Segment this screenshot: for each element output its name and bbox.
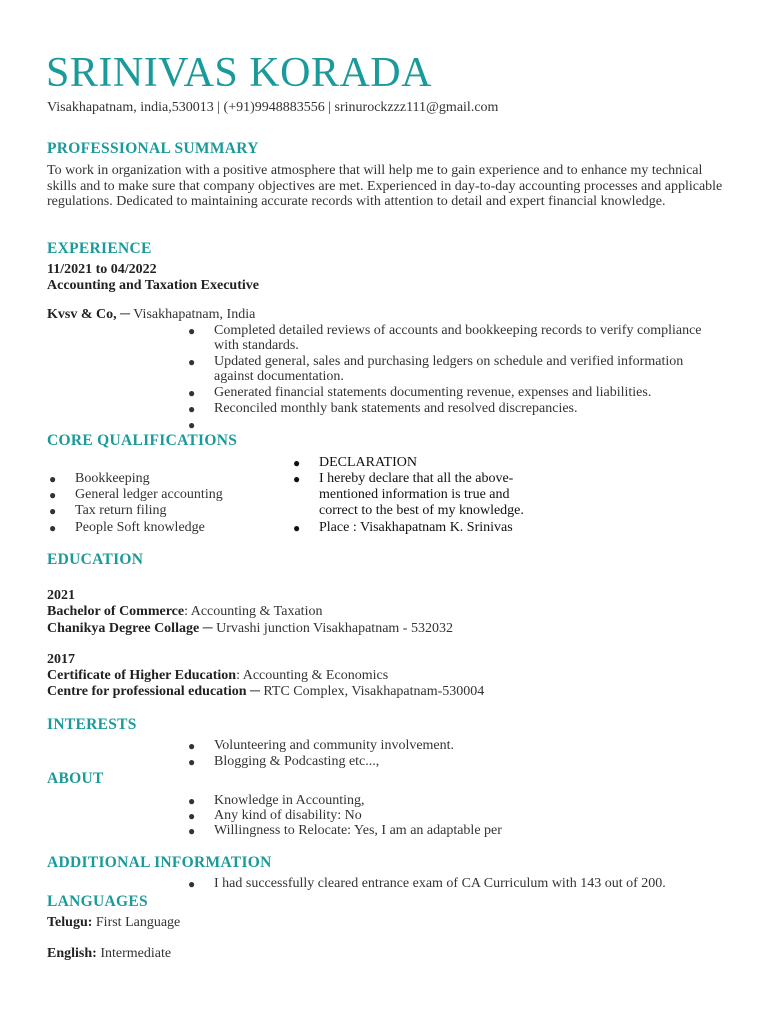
education-school: Centre for professional education [47,684,247,699]
language-name: English: [47,946,97,961]
experience-bullet-cont: with standards. [214,338,299,353]
bullet-icon: ● [49,521,57,535]
section-title-about: ABOUT [47,770,104,787]
bullet-icon: ● [188,386,196,400]
education-school: Chanikya Degree Collage [47,621,200,636]
section-title-experience: EXPERIENCE [47,240,152,257]
education-field: : Accounting & Economics [236,668,389,683]
qualification-item: Bookkeeping [75,471,150,486]
bullet-icon: ● [188,809,196,823]
section-title-education: EDUCATION [47,551,144,568]
bullet-icon: ● [188,402,196,416]
bullet-icon: ● [49,472,57,486]
experience-role: Accounting and Taxation Executive [47,278,259,293]
declaration-heading: DECLARATION [319,455,417,470]
bullet-icon: ● [188,877,196,891]
experience-dates: 11/2021 to 04/2022 [47,262,157,277]
experience-bullet: Updated general, sales and purchasing ledgers on schedule and verified information [214,354,684,369]
bullet-icon: ● [293,472,301,486]
education-year: 2017 [47,652,75,667]
experience-company-line [47,307,255,323]
education-degree-line [47,604,322,620]
experience-company: Kvsv & Co, [47,307,117,322]
declaration-statement-cont: correct to the best of my knowledge. [319,503,524,518]
education-degree: Bachelor of Commerce [47,604,185,619]
section-title-additional: ADDITIONAL INFORMATION [47,854,272,871]
bullet-icon: ● [188,824,196,838]
candidate-name: SRINIVAS KORADA [46,50,432,96]
bullet-icon: ● [188,355,196,369]
bullet-icon: ● [293,521,301,535]
experience-bullet: Reconciled monthly bank statements and resolved discrepancies. [214,401,578,416]
language-level: First Language [92,915,181,930]
bullet-icon: ● [293,456,301,470]
interest-item: Volunteering and community involvement. [214,738,455,753]
education-degree-line [47,668,388,684]
declaration-statement-cont: mentioned information is true and [319,487,510,502]
declaration-statement: I hereby declare that all the above- [319,471,514,486]
experience-bullet: Generated financial statements documenting revenue, expenses and liabilities. [214,385,652,400]
section-title-qualifications: CORE QUALIFICATIONS [47,432,238,449]
education-field: : Accounting & Taxation [184,604,323,619]
contact-line: Visakhapatnam, india,530013 | (+91)9948883556 | srinurockzzz111@gmail.com [47,100,499,115]
declaration-place: Place : Visakhapatnam K. Srinivas [319,520,513,535]
education-school-line [47,684,484,700]
bullet-icon: ● [49,488,57,502]
education-degree: Certificate of Higher Education [47,668,237,683]
about-item: Knowledge in Accounting, [214,793,365,808]
summary-text: To work in organization with a positive atmosphere that will help me to gain experience and to enhance my technical skills and to make sure that company objectives are met. Experienced in day-to-day accounting processes and applicable regulations. Dedicated to maintaining accurate records with attention to detail and expert financial knowledge. [47,163,723,209]
bullet-icon: ● [188,755,196,769]
interest-item: Blogging & Podcasting etc..., [214,754,380,769]
additional-item: I had successfully cleared entrance exam of CA Curriculum with 143 out of 200. [214,876,666,891]
education-year: 2021 [47,588,75,603]
bullet-icon: ● [188,739,196,753]
experience-bullet-cont: against documentation. [214,369,344,384]
language-level: Intermediate [96,946,172,961]
bullet-icon: ● [49,504,57,518]
qualification-item: Tax return filing [75,503,167,518]
bullet-icon: ● [188,324,196,338]
bullet-icon: ● [188,794,196,808]
section-title-languages: LANGUAGES [47,893,148,910]
about-item: Willingness to Relocate: Yes, I am an adaptable per [214,823,502,838]
education-address: ─ Urvashi junction Visakhapatnam - 532032 [199,621,453,636]
education-address: ─ RTC Complex, Visakhapatnam-530004 [246,684,485,699]
qualification-item: People Soft knowledge [75,520,205,535]
about-item: Any kind of disability: No [214,808,362,823]
qualification-item: General ledger accounting [75,487,223,502]
education-school-line [47,621,453,637]
experience-bullet: Completed detailed reviews of accounts and bookkeeping records to verify compliance [214,323,702,338]
language-row [47,946,171,962]
language-name: Telugu: [47,915,93,930]
experience-location: ─ Visakhapatnam, India [116,307,256,322]
section-title-summary: PROFESSIONAL SUMMARY [47,140,259,157]
bullet-icon: ● [188,418,196,432]
language-row [47,915,180,931]
section-title-interests: INTERESTS [47,716,137,733]
